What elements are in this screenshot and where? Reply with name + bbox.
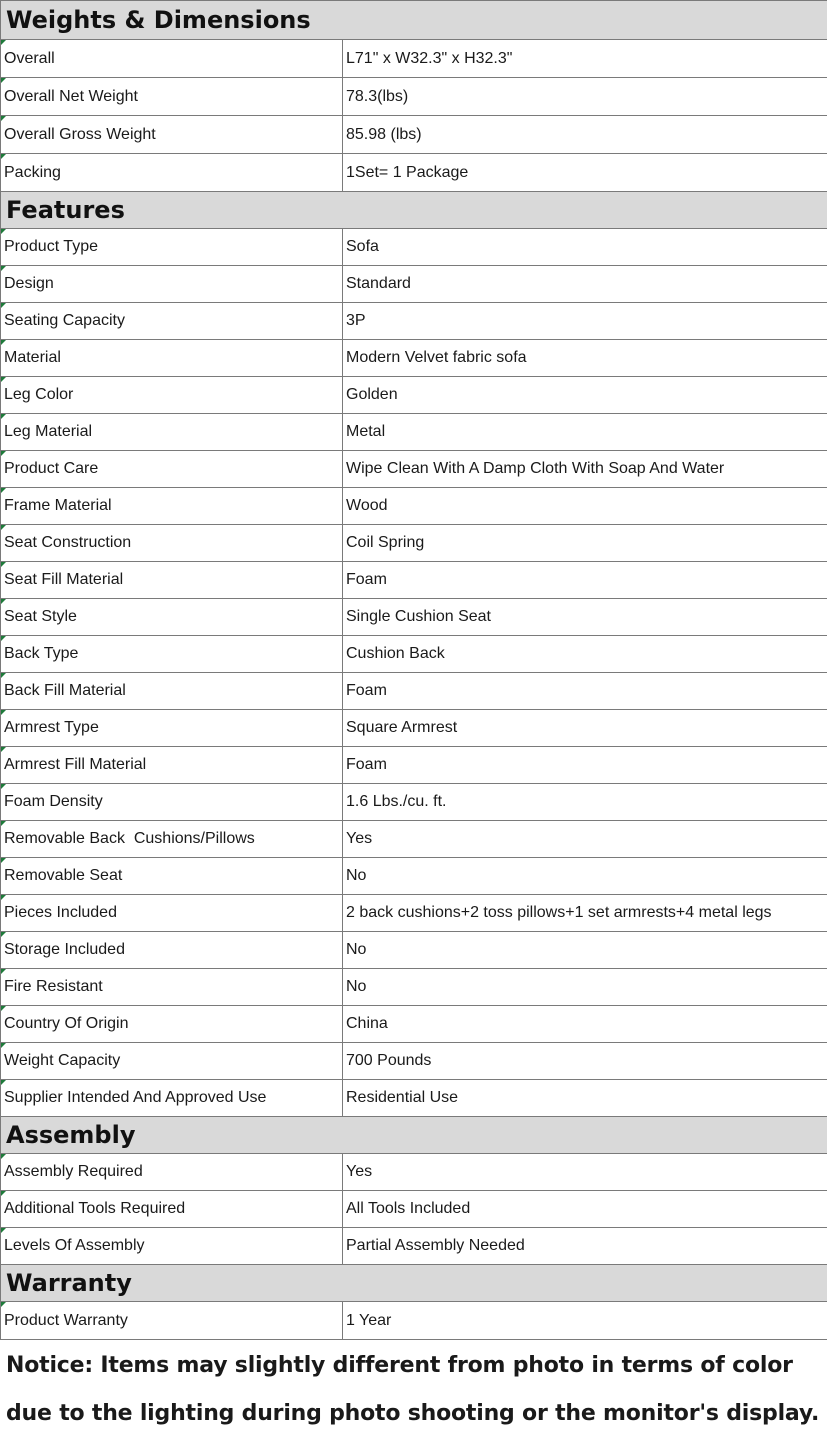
spec-value: No <box>343 858 827 895</box>
table-row <box>1 636 827 673</box>
spec-label: Seat Style <box>1 599 343 636</box>
notice <box>6 1342 821 1438</box>
spec-value: No <box>343 969 827 1006</box>
spec-value: 85.98 (lbs) <box>343 116 827 154</box>
spec-label: Assembly Required <box>1 1154 343 1191</box>
spec-label: Supplier Intended And Approved Use <box>1 1080 343 1117</box>
spec-value: Square Armrest <box>343 710 827 747</box>
spec-value: No <box>343 932 827 969</box>
table-row <box>1 932 827 969</box>
spec-value: 78.3(lbs) <box>343 78 827 116</box>
section-header-assembly <box>1 1117 827 1154</box>
spec-value: Standard <box>343 266 827 303</box>
spec-value: 1.6 Lbs./cu. ft. <box>343 784 827 821</box>
spec-label: Storage Included <box>1 932 343 969</box>
spec-value: Foam <box>343 747 827 784</box>
table-row <box>1 1080 827 1117</box>
table-row <box>1 525 827 562</box>
spec-label: Removable Back Cushions/Pillows <box>1 821 343 858</box>
spec-value: Metal <box>343 414 827 451</box>
spec-value: Coil Spring <box>343 525 827 562</box>
table-row <box>1 340 827 377</box>
section-header-features <box>1 192 827 229</box>
table-row <box>1 1302 827 1340</box>
spec-value: 3P <box>343 303 827 340</box>
table-row <box>1 1006 827 1043</box>
table-row <box>1 599 827 636</box>
spec-label: Back Type <box>1 636 343 673</box>
table-row <box>1 710 827 747</box>
table-row <box>1 377 827 414</box>
table-row <box>1 1228 827 1265</box>
spec-value: All Tools Included <box>343 1191 827 1228</box>
table-row <box>1 414 827 451</box>
table-row <box>1 784 827 821</box>
spec-label: Overall Net Weight <box>1 78 343 116</box>
table-row <box>1 266 827 303</box>
spec-value: Foam <box>343 562 827 599</box>
spec-label: Seat Construction <box>1 525 343 562</box>
spec-label: Leg Color <box>1 377 343 414</box>
table-row <box>1 229 827 266</box>
spec-label: Levels Of Assembly <box>1 1228 343 1265</box>
spec-label: Pieces Included <box>1 895 343 932</box>
table-row <box>1 1043 827 1080</box>
spec-value: Yes <box>343 821 827 858</box>
spec-value: China <box>343 1006 827 1043</box>
spec-label: Seating Capacity <box>1 303 343 340</box>
spec-label: Overall Gross Weight <box>1 116 343 154</box>
spec-label: Frame Material <box>1 488 343 525</box>
table-row <box>1 1191 827 1228</box>
spec-value: Modern Velvet fabric sofa <box>343 340 827 377</box>
spec-value: Residential Use <box>343 1080 827 1117</box>
table-row <box>1 747 827 784</box>
table-row <box>1 562 827 599</box>
notice-line-1: Notice: Items may slightly different from photo in terms of color <box>6 1342 821 1390</box>
spec-value: Partial Assembly Needed <box>343 1228 827 1265</box>
spec-value: Wood <box>343 488 827 525</box>
table-row <box>1 303 827 340</box>
spec-label: Overall <box>1 40 343 78</box>
spec-label: Product Warranty <box>1 1302 343 1340</box>
table-row <box>1 488 827 525</box>
spec-label: Weight Capacity <box>1 1043 343 1080</box>
table-row <box>1 154 827 192</box>
spec-label: Additional Tools Required <box>1 1191 343 1228</box>
table-row <box>1 116 827 154</box>
spec-label: Armrest Type <box>1 710 343 747</box>
spec-label: Design <box>1 266 343 303</box>
spec-value: 1Set= 1 Package <box>343 154 827 192</box>
table-row <box>1 895 827 932</box>
section-header-warranty <box>1 1265 827 1302</box>
spec-label: Product Type <box>1 229 343 266</box>
spec-label: Foam Density <box>1 784 343 821</box>
spec-value: Cushion Back <box>343 636 827 673</box>
spec-value: 700 Pounds <box>343 1043 827 1080</box>
section-title: Weights & Dimensions <box>1 1 827 40</box>
spec-value: 2 back cushions+2 toss pillows+1 set armrests+4 metal legs <box>343 895 827 932</box>
spec-label: Seat Fill Material <box>1 562 343 599</box>
spec-value: Golden <box>343 377 827 414</box>
spec-value: Sofa <box>343 229 827 266</box>
spec-label: Removable Seat <box>1 858 343 895</box>
spec-label: Material <box>1 340 343 377</box>
spec-label: Armrest Fill Material <box>1 747 343 784</box>
spec-value: Wipe Clean With A Damp Cloth With Soap And Water <box>343 451 827 488</box>
spec-table-body <box>1 1 827 1340</box>
spec-value: Single Cushion Seat <box>343 599 827 636</box>
spec-label: Leg Material <box>1 414 343 451</box>
spec-value: Foam <box>343 673 827 710</box>
spec-label: Fire Resistant <box>1 969 343 1006</box>
section-header-weights-dimensions <box>1 1 827 40</box>
table-row <box>1 821 827 858</box>
spec-value: Yes <box>343 1154 827 1191</box>
spec-label: Packing <box>1 154 343 192</box>
table-row <box>1 1154 827 1191</box>
spec-label: Country Of Origin <box>1 1006 343 1043</box>
table-row <box>1 673 827 710</box>
notice-line-2: due to the lighting during photo shooting or the monitor's display. <box>6 1390 821 1438</box>
table-row <box>1 969 827 1006</box>
spec-label: Back Fill Material <box>1 673 343 710</box>
table-row <box>1 858 827 895</box>
spec-value: L71" x W32.3" x H32.3" <box>343 40 827 78</box>
table-row <box>1 78 827 116</box>
spec-value: 1 Year <box>343 1302 827 1340</box>
table-row <box>1 451 827 488</box>
spec-label: Product Care <box>1 451 343 488</box>
section-title: Features <box>1 192 827 229</box>
table-row <box>1 40 827 78</box>
section-title: Warranty <box>1 1265 827 1302</box>
section-title: Assembly <box>1 1117 827 1154</box>
